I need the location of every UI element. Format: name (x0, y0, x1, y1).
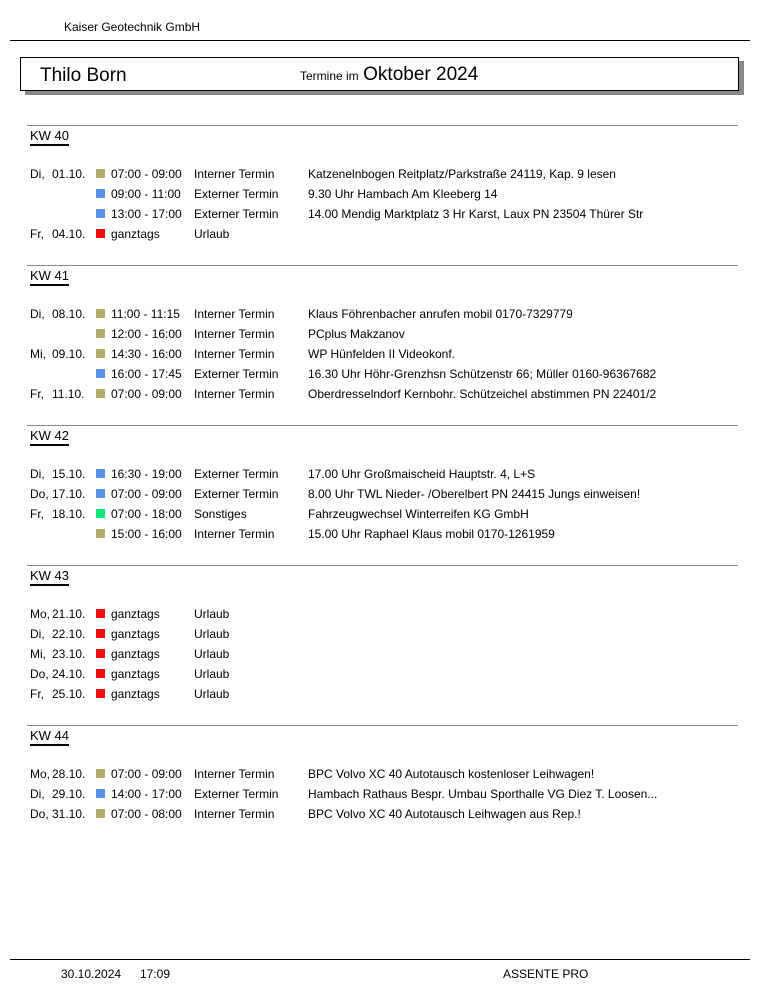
appointment-row (0, 486, 780, 506)
date: 15.10. (52, 467, 86, 481)
week-separator (27, 265, 738, 266)
date: 08.10. (52, 307, 86, 321)
weekday: Mo, (30, 767, 51, 781)
appointment-type: Externer Termin (194, 487, 279, 501)
date: 21.10. (52, 607, 86, 621)
person-name: Thilo Born (40, 65, 127, 86)
time-range: 07:00 - 09:00 (111, 387, 182, 401)
appointment-row (0, 366, 780, 386)
category-color-square-icon (96, 609, 105, 618)
category-color-square-icon (96, 309, 105, 318)
appointment-row (0, 186, 780, 206)
appointment-row (0, 326, 780, 346)
weekday: Mo, (30, 607, 51, 621)
category-color-square-icon (96, 469, 105, 478)
weekday: Fr, (30, 227, 44, 241)
appointment-row (0, 166, 780, 186)
appointment-description: Oberdresselndorf Kernbohr. Schützeichel abstimmen PN 22401/2 (308, 387, 657, 401)
footer-app-name: ASSENTE PRO (503, 967, 589, 981)
footer-time: 17:09 (140, 967, 171, 981)
appointment-type: Interner Termin (194, 807, 275, 821)
appointment-type: Externer Termin (194, 787, 279, 801)
appointment-type: Interner Termin (194, 347, 275, 361)
appointment-description: 8.00 Uhr TWL Nieder- /Oberelbert PN 24415 Jungs einweisen! (308, 487, 641, 501)
time-range: 11:00 - 11:15 (111, 307, 180, 321)
week-label: KW 43 (30, 568, 69, 586)
title-box (20, 57, 739, 91)
appointment-description: BPC Volvo XC 40 Autotausch kostenloser Leihwagen! (308, 767, 595, 781)
weekday: Di, (30, 307, 45, 321)
appointment-type: Interner Termin (194, 527, 275, 541)
category-color-square-icon (96, 769, 105, 778)
time-range: ganztags (111, 667, 160, 681)
date: 04.10. (52, 227, 86, 241)
appointment-description: BPC Volvo XC 40 Autotausch Leihwagen aus Rep.! (308, 807, 581, 821)
appointment-row (0, 306, 780, 326)
time-range: ganztags (111, 627, 160, 641)
week-separator (27, 725, 738, 726)
time-range: 07:00 - 18:00 (111, 507, 182, 521)
company-name: Kaiser Geotechnik GmbH (64, 20, 201, 34)
week-label: KW 41 (30, 268, 69, 286)
category-color-square-icon (96, 629, 105, 638)
appointment-row (0, 606, 780, 626)
weekday: Mi, (30, 347, 46, 361)
time-range: 13:00 - 17:00 (111, 207, 182, 221)
appointment-row (0, 386, 780, 406)
time-range: 12:00 - 16:00 (111, 327, 182, 341)
category-color-square-icon (96, 349, 105, 358)
subtitle-month: Oktober 2024 (363, 64, 479, 85)
date: 29.10. (52, 787, 86, 801)
appointment-row (0, 226, 780, 246)
date: 31.10. (52, 807, 86, 821)
appointment-type: Interner Termin (194, 167, 275, 181)
appointment-type: Sonstiges (194, 507, 247, 521)
week-label: KW 44 (30, 728, 69, 746)
date: 23.10. (52, 647, 86, 661)
appointment-description: Klaus Föhrenbacher anrufen mobil 0170-7329779 (308, 307, 573, 321)
time-range: 07:00 - 09:00 (111, 767, 182, 781)
category-color-square-icon (96, 489, 105, 498)
time-range: 07:00 - 09:00 (111, 167, 182, 181)
appointment-description: 9.30 Uhr Hambach Am Kleeberg 14 (308, 187, 498, 201)
weekday: Fr, (30, 507, 44, 521)
appointment-description: WP Hünfelden II Videokonf. (308, 347, 455, 361)
appointment-row (0, 806, 780, 826)
weekday: Fr, (30, 687, 44, 701)
time-range: ganztags (111, 647, 160, 661)
appointment-row (0, 786, 780, 806)
appointment-row (0, 646, 780, 666)
category-color-square-icon (96, 689, 105, 698)
time-range: ganztags (111, 227, 160, 241)
appointment-type: Urlaub (194, 607, 230, 621)
weekday: Do, (30, 487, 49, 501)
appointment-row (0, 346, 780, 366)
appointment-description: Fahrzeugwechsel Winterreifen KG GmbH (308, 507, 529, 521)
appointment-row (0, 766, 780, 786)
category-color-square-icon (96, 529, 105, 538)
weekday: Di, (30, 787, 45, 801)
time-range: ganztags (111, 607, 160, 621)
appointment-type: Externer Termin (194, 467, 279, 481)
week-separator (27, 565, 738, 566)
appointment-type: Externer Termin (194, 207, 279, 221)
footer-rule (10, 959, 750, 960)
weekday: Fr, (30, 387, 44, 401)
appointment-description: 17.00 Uhr Großmaischeid Hauptstr. 4, L+S (308, 467, 536, 481)
date: 11.10. (52, 387, 85, 401)
weekday: Do, (30, 667, 49, 681)
appointment-row (0, 666, 780, 686)
category-color-square-icon (96, 669, 105, 678)
appointment-type: Externer Termin (194, 187, 279, 201)
appointment-description: PCplus Makzanov (308, 327, 405, 341)
subtitle-prefix: Termine im (300, 69, 359, 83)
week-separator (27, 125, 738, 126)
category-color-square-icon (96, 169, 105, 178)
time-range: 14:00 - 17:00 (111, 787, 182, 801)
category-color-square-icon (96, 389, 105, 398)
appointment-description: 14.00 Mendig Marktplatz 3 Hr Karst, Laux PN 23504 Thürer Str (308, 207, 644, 221)
date: 25.10. (52, 687, 86, 701)
header-rule (10, 40, 750, 41)
appointment-description: Katzenelnbogen Reitplatz/Parkstraße 24119, Kap. 9 lesen (308, 167, 616, 181)
appointment-type: Interner Termin (194, 387, 275, 401)
appointment-type: Urlaub (194, 227, 230, 241)
appointment-type: Interner Termin (194, 327, 275, 341)
time-range: 07:00 - 09:00 (111, 487, 182, 501)
appointment-type: Interner Termin (194, 767, 275, 781)
appointment-description: 16.30 Uhr Höhr-Grenzhsn Schützenstr 66; Müller 0160-96367682 (308, 367, 657, 381)
appointment-description: 15.00 Uhr Raphael Klaus mobil 0170-1261959 (308, 527, 555, 541)
time-range: 07:00 - 08:00 (111, 807, 182, 821)
week-label: KW 42 (30, 428, 69, 446)
appointment-type: Urlaub (194, 687, 230, 701)
date: 28.10. (52, 767, 86, 781)
report-subtitle (300, 64, 478, 86)
week-separator (27, 425, 738, 426)
time-range: 16:30 - 19:00 (111, 467, 182, 481)
appointment-row (0, 506, 780, 526)
date: 18.10. (52, 507, 86, 521)
date: 24.10. (52, 667, 86, 681)
weekday: Do, (30, 807, 49, 821)
weekday: Di, (30, 467, 45, 481)
week-label: KW 40 (30, 128, 69, 146)
appointment-row (0, 686, 780, 706)
category-color-square-icon (96, 229, 105, 238)
time-range: 14:30 - 16:00 (111, 347, 182, 361)
category-color-square-icon (96, 189, 105, 198)
time-range: 15:00 - 16:00 (111, 527, 182, 541)
footer-date: 30.10.2024 (61, 967, 122, 981)
date: 22.10. (52, 627, 86, 641)
appointment-type: Urlaub (194, 647, 230, 661)
appointment-row (0, 206, 780, 226)
category-color-square-icon (96, 809, 105, 818)
weekday: Mi, (30, 647, 46, 661)
category-color-square-icon (96, 649, 105, 658)
time-range: ganztags (111, 687, 160, 701)
appointment-row (0, 526, 780, 546)
category-color-square-icon (96, 509, 105, 518)
appointment-type: Urlaub (194, 627, 230, 641)
appointment-type: Externer Termin (194, 367, 279, 381)
category-color-square-icon (96, 209, 105, 218)
time-range: 16:00 - 17:45 (111, 367, 182, 381)
date: 09.10. (52, 347, 86, 361)
appointment-type: Urlaub (194, 667, 230, 681)
appointment-description: Hambach Rathaus Bespr. Umbau Sporthalle VG Diez T. Loosen... (308, 787, 658, 801)
category-color-square-icon (96, 369, 105, 378)
appointment-type: Interner Termin (194, 307, 275, 321)
category-color-square-icon (96, 329, 105, 338)
appointment-row (0, 626, 780, 646)
date: 01.10. (52, 167, 86, 181)
weekday: Di, (30, 627, 45, 641)
category-color-square-icon (96, 789, 105, 798)
time-range: 09:00 - 11:00 (111, 187, 181, 201)
weekday: Di, (30, 167, 45, 181)
date: 17.10. (52, 487, 86, 501)
appointment-row (0, 466, 780, 486)
